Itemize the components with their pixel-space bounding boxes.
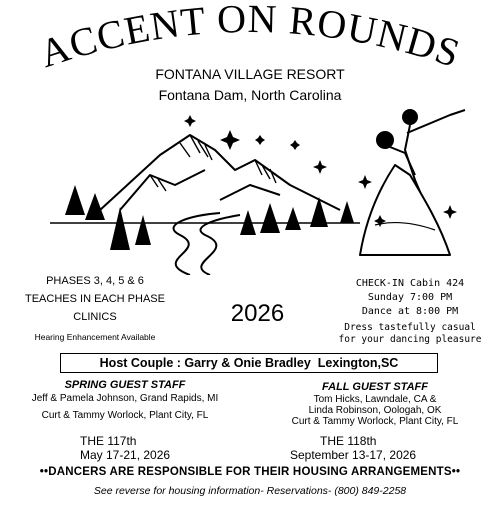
event-year: 2026 — [230, 300, 285, 327]
fall-dates: September 13-17, 2026 — [290, 448, 417, 462]
spring-edition: THE 117th — [80, 434, 137, 448]
dress-code: Dress tastefully casual — [344, 322, 476, 333]
dance-time: Dance at 8:00 PM — [361, 306, 459, 317]
dress-code-2: for your dancing pleasure — [338, 334, 482, 345]
venue-name: FONTANA VILLAGE RESORT — [155, 66, 345, 82]
fall-edition: THE 118th — [320, 434, 377, 448]
fall-staff-heading: FALL GUEST STAFF — [322, 381, 428, 393]
dancing-couple-illustration — [355, 105, 475, 270]
fall-staff-3: Curt & Tammy Worlock, Plant City, FL — [291, 416, 459, 427]
host-couple-name: Host Couple : Garry & Onie Bradley — [99, 356, 311, 370]
checkin-location: CHECK-IN Cabin 424 — [355, 278, 465, 289]
checkin-time: Sunday 7:00 PM — [367, 292, 453, 303]
spring-staff-1: Jeff & Pamela Johnson, Grand Rapids, MI — [31, 393, 219, 404]
fall-staff-1: Tom Hicks, Lawndale, CA & — [313, 394, 437, 405]
spring-staff-2: Curt & Tammy Worlock, Plant City, FL — [41, 410, 209, 421]
venue-location: Fontana Dam, North Carolina — [158, 87, 342, 103]
clinics-text: CLINICS — [73, 311, 117, 323]
host-couple-location: Lexington,SC — [317, 356, 399, 370]
reservations-footer: See reverse for housing information- Reservations- (800) 849-2258 — [93, 485, 407, 497]
housing-warning: ••DANCERS ARE RESPONSIBLE FOR THEIR HOUSING ARRANGEMENTS•• — [39, 466, 461, 478]
spring-dates: May 17-21, 2026 — [80, 448, 171, 462]
page-title: ACCENT ON ROUNDS — [34, 0, 466, 77]
hearing-text: Hearing Enhancement Available — [34, 332, 156, 342]
host-couple-box — [60, 353, 438, 373]
teaches-text: TEACHES IN EACH PHASE — [25, 293, 165, 305]
phases-text: PHASES 3, 4, 5 & 6 — [46, 275, 144, 287]
fall-staff-2: Linda Robinson, Oologah, OK — [308, 405, 442, 416]
spring-staff-heading: SPRING GUEST STAFF — [64, 379, 186, 391]
mountain-illustration — [40, 115, 370, 275]
